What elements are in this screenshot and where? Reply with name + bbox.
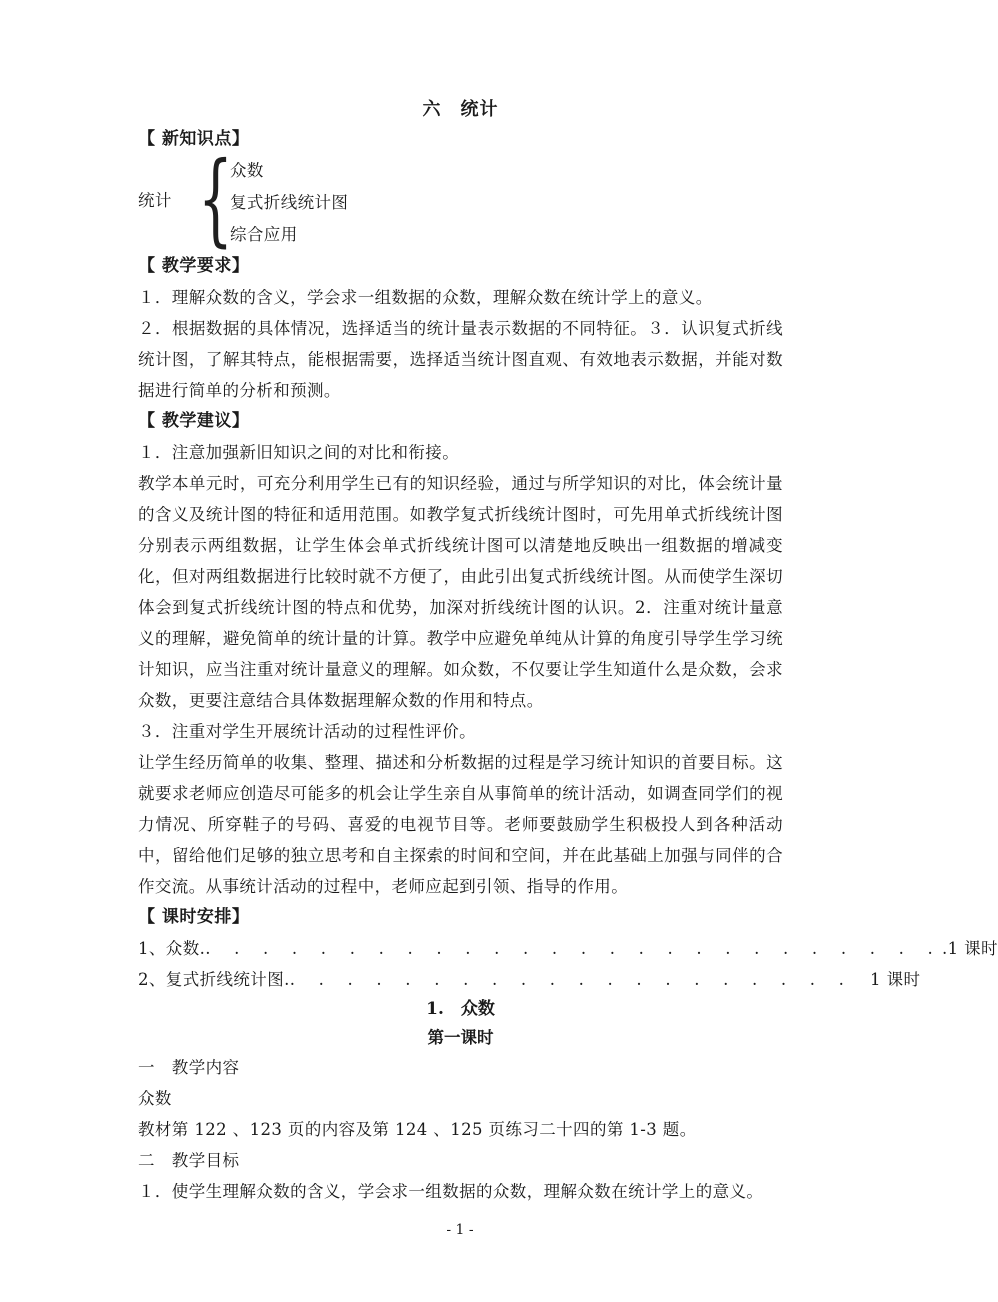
paragraph: １．注意加强新旧知识之间的对比和衔接。 [138,443,460,462]
page-title: 六 统计 [422,99,499,120]
paragraph: １．理解众数的含义，学会求一组数据的众数，理解众数在统计学上的意义。 [138,288,713,307]
paragraph: 教学本单元时，可充分利用学生已有的知识经验，通过与所学知识的对比，体会统计量的含义及统计图的特征和适用范围。如教学复式折线统计图时，可先用单式折线统计图分别表示两组数据，让学生体会单式折线统计图可以清楚地反映出一组数据的增减变化，但对两组数据进行比较时就不方便了，由此引出复式折线统计图。从而使学生深切体会到复式折线统计图的特点和优势，加深对折线统计图的认识。2．注重对统计量意义的理解，避免简单的统计量的计算。教学中应避免单纯从计算的角度引导学生学习统计知识，应当注重对统计量意义的理解。如众数，不仅要让学生知道什么是众数，会求众数，更要注意结合具体数据理解众数的作用和特点。 [138,474,783,710]
section-heading-schedule: 【 课时安排】 [138,907,250,927]
lesson-block-heading: 一 教学内容 [138,1058,240,1077]
leader-dots: . . . . . . . . . . . . . . . . . . . . . . . . . . [205,939,942,958]
paragraph: ２．根据数据的具体情况，选择适当的统计量表示数据的不同特征。３．认识复式折线统计图，了解其特点，能根据需要，选择适当统计图直观、有效地表示数据，并能对数据进行简单的分析和预测。 [138,319,783,400]
schedule-entry-label: 1、众数. [138,939,206,958]
schedule-entry [138,964,921,995]
schedule-entry [138,933,998,964]
schedule-entry-label: 2、复式折线统计图. [138,970,290,989]
lesson-title: 1. 众数 [426,999,495,1019]
lesson-block-line: １．使学生理解众数的含义，学会求一组数据的众数，理解众数在统计学上的意义。 [138,1182,764,1201]
brace-item: 复式折线统计图 [230,193,349,212]
brace-item: 众数 [230,161,264,180]
page-footer: - 1 - [446,1222,474,1238]
brace-item: 综合应用 [230,225,298,244]
schedule-entry-value: .1 课时 [941,939,998,958]
knowledge-brace-diagram [138,140,783,257]
lesson-subtitle: 第一课时 [427,1028,494,1047]
section-heading-teaching-requirements: 【 教学要求】 [138,256,250,276]
section-heading-new-knowledge: 【 新知识点】 [138,129,250,149]
document-page [138,0,998,1302]
brace-diagram-label: 统计 [138,191,172,210]
schedule-entry-value: 1 课时 [853,970,921,989]
brace-diagram-items [230,155,348,251]
lesson-block-line: 众数 [138,1089,172,1108]
curly-brace-icon: { [198,140,233,257]
lesson-block-heading: 二 教学目标 [138,1151,240,1170]
paragraph: 让学生经历简单的收集、整理、描述和分析数据的过程是学习统计知识的首要目标。这就要求老师应创造尽可能多的机会让学生亲自从事简单的统计活动，如调查同学们的视力情况、所穿鞋子的号码、喜爱的电视节目等。老师要鼓励学生积极投人到各种活动中，留给他们足够的独立思考和自主探索的时间和空间，并在此基础上加强与同伴的合作交流。从事统计活动的过程中，老师应起到引领、指导的作用。 [138,753,783,896]
leader-dots: . . . . . . . . . . . . . . . . . . . . [289,970,854,989]
section-heading-teaching-suggestions: 【 教学建议】 [138,411,250,431]
lesson-block-line: 教材第 122 、123 页的内容及第 124 、125 页练习二十四的第 1-3 题。 [138,1120,697,1139]
paragraph: ３．注重对学生开展统计活动的过程性评价。 [138,722,476,741]
